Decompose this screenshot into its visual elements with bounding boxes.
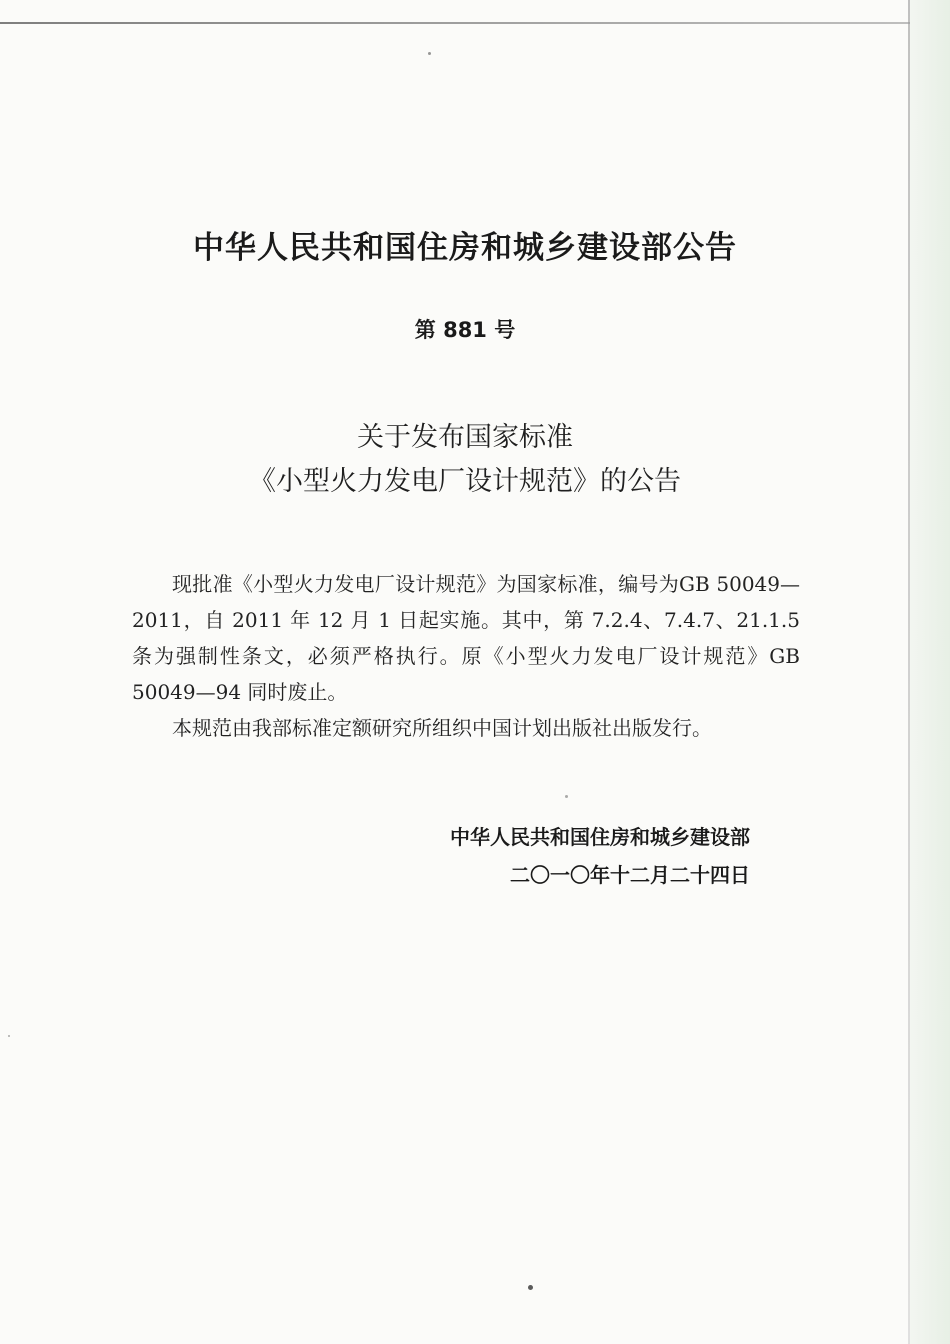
scan-speck <box>528 1285 533 1290</box>
body-paragraph-2: 本规范由我部标准定额研究所组织中国计划出版社出版发行。 <box>172 716 712 740</box>
subject-line-2: 《小型火力发电厂设计规范》的公告 <box>249 466 681 497</box>
scan-top-edge <box>0 22 910 24</box>
scan-right-edge <box>908 0 910 1344</box>
scan-speck <box>565 795 568 798</box>
subject-line-1: 关于发布国家标准 <box>357 422 573 453</box>
scan-speck <box>8 1035 10 1037</box>
announcement-title: 中华人民共和国住房和城乡建设部公告 <box>193 230 737 266</box>
signature-date: 二〇一〇年十二月二十四日 <box>510 863 750 887</box>
body-paragraph-1: 现批准《小型火力发电厂设计规范》为国家标准，编号为GB 50049—2011，自 2011 年 12 月 1 日起实施。其中，第 7.2.4、7.4.7、21.1.5 条为强制性条文，必须严格执行。原《小型火力发电厂设计规范》GB 50049—94 同时废止。 <box>132 572 800 704</box>
announcement-subject <box>0 416 930 504</box>
signature-block <box>380 818 750 894</box>
scan-speck <box>428 52 431 55</box>
announcement-body <box>132 566 800 746</box>
announcement-number: 第 881 号 <box>414 318 516 342</box>
signature-organization: 中华人民共和国住房和城乡建设部 <box>450 825 750 849</box>
scan-right-shade <box>910 0 950 1344</box>
